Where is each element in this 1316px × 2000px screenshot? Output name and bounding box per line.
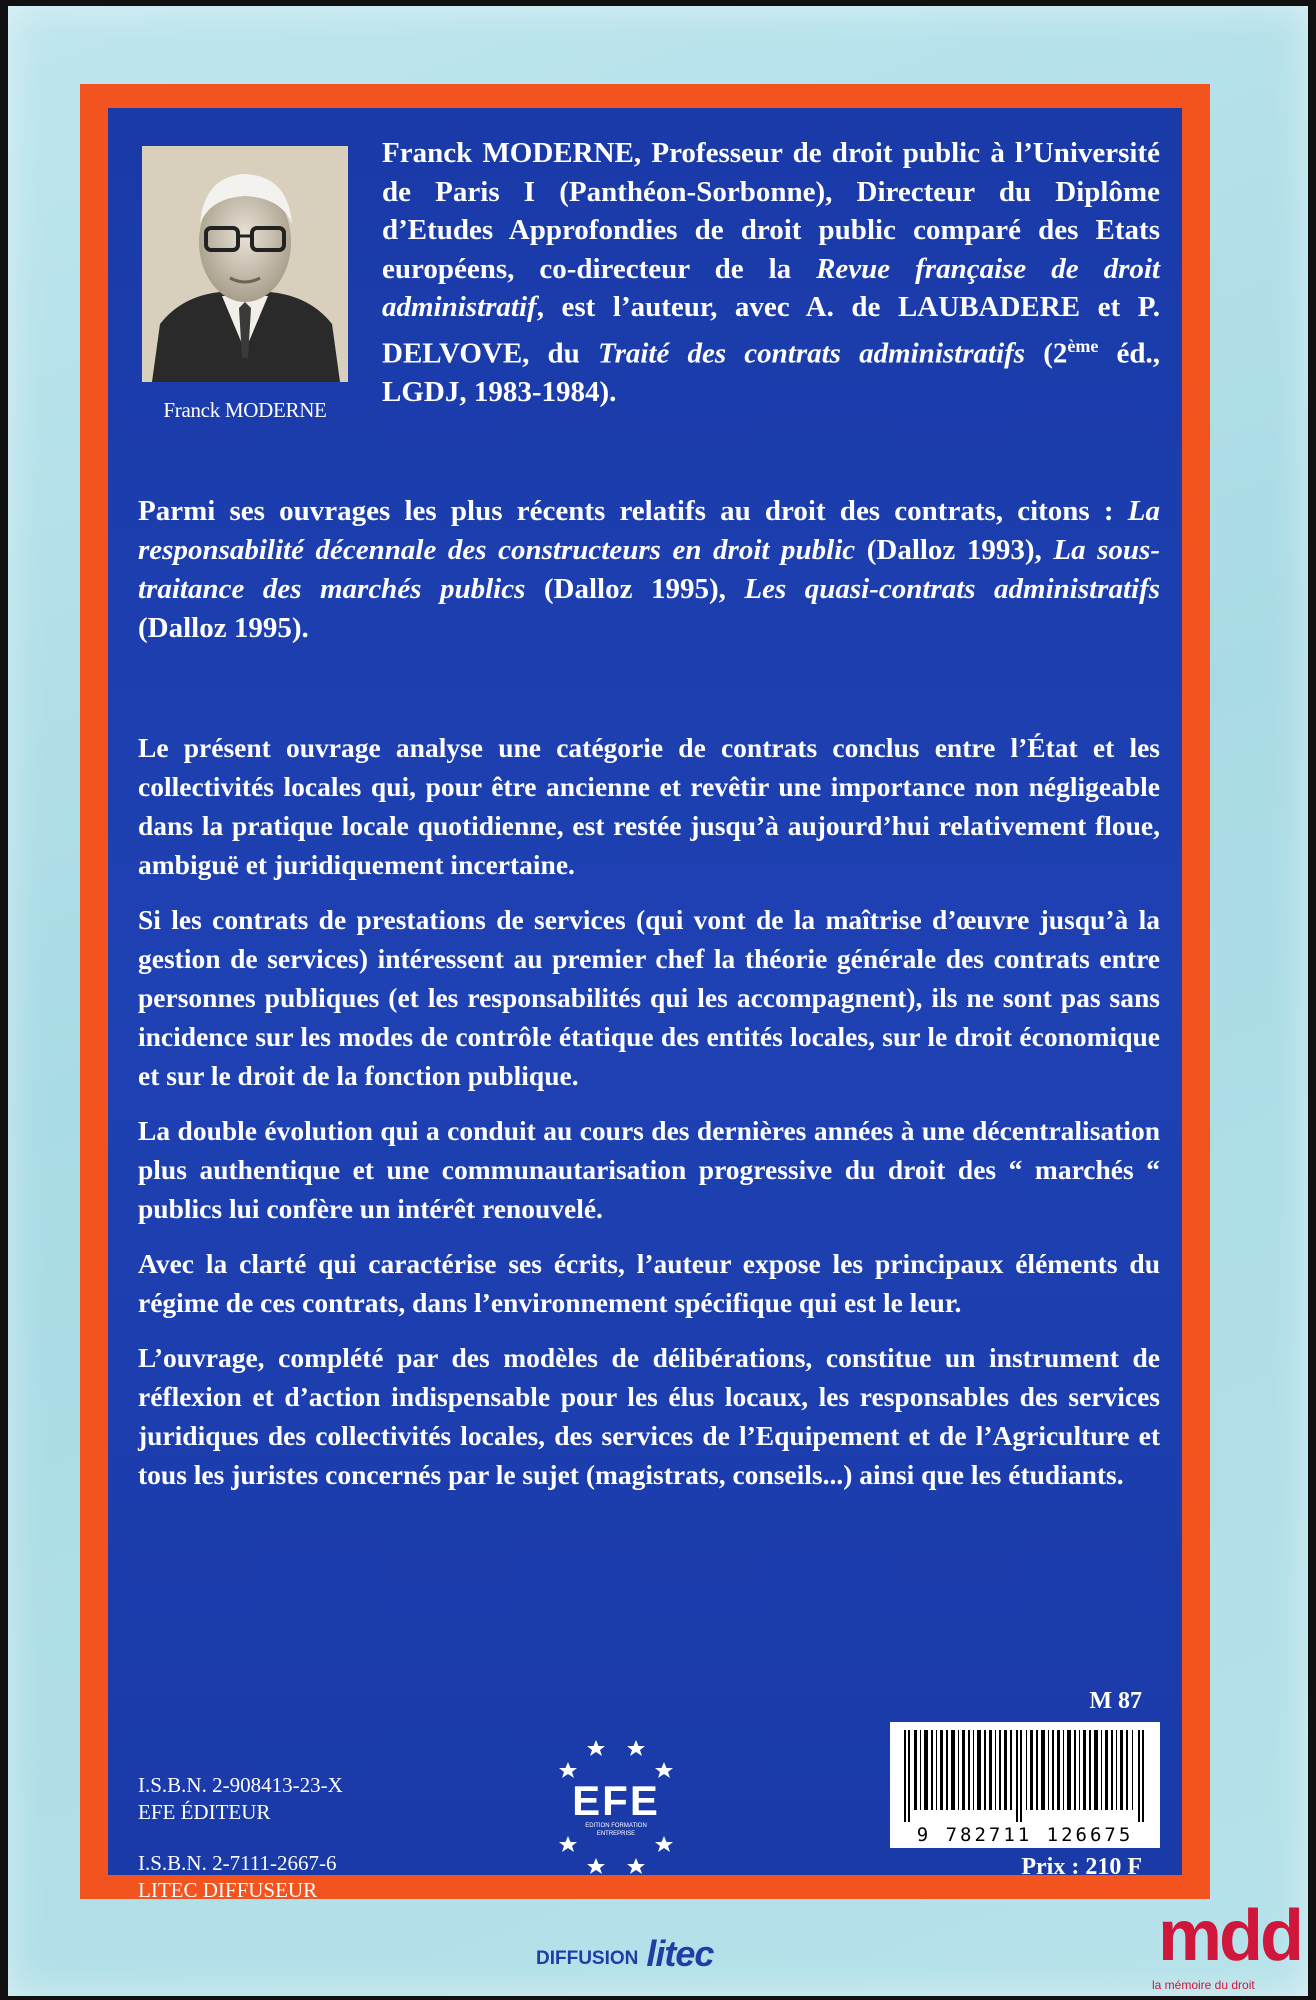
isbn-litec: [138, 1850, 337, 1904]
book-back-cover: [8, 6, 1308, 1996]
watermark-mark: mdd: [1158, 1896, 1301, 1976]
price: Prix : 210 F: [1021, 1854, 1142, 1880]
description-paragraph: Le présent ouvrage analyse une catégorie de contrats conclus entre l’État et les collectivités locales qui, pour être ancienne et revêtir une importance non négligeable dans la pratique locale quotidienne, est restée jusqu’à aujourd’hui relativement floue, ambiguë et juridiquement incertaine.: [138, 732, 1160, 880]
blue-panel: [108, 108, 1182, 1902]
recent-text: Parmi ses ouvrages les plus récents relatifs au droit des contrats, citons :: [138, 495, 1128, 527]
bio-treaty-title: Traité des contrats administratifs: [597, 337, 1026, 370]
author-photo: [142, 146, 348, 382]
catalog-code: M 87: [1089, 1688, 1142, 1714]
bio-text: éd., LGDJ, 1983-1984).: [382, 337, 1160, 409]
watermark-tagline: la mémoire du droit: [1152, 1978, 1255, 1992]
description-paragraph: Si les contrats de prestations de services (qui vont de la maîtrise d’œuvre jusqu’à la gestion de services) intéressent au premier chef la théorie générale des contrats entre personnes publiques (et les responsabilités qui les accompagnent), ils ne sont pas sans incidence sur les modes de contrôle étatique des entités locales, sur le droit économique et sur le droit de la fonction publique.: [138, 904, 1160, 1091]
author-bio: [382, 134, 1160, 412]
barcode-digits: 9 782711 126675: [916, 1824, 1134, 1846]
description-paragraph: Avec la clarté qui caractérise ses écrits, l’auteur expose les principaux éléments du régime de ces contrats, dans l’environnement spécifique qui est le leur.: [138, 1248, 1160, 1318]
recent-work-title: La sous-traitance des marchés publics: [138, 534, 1161, 605]
litec-brand: litec: [646, 1933, 714, 1974]
recent-text: (Dalloz 1995).: [138, 612, 309, 644]
bio-journal-title: Revue française de droit administratif: [382, 252, 1160, 324]
orange-frame: [80, 84, 1210, 1902]
isbn-efe: [138, 1772, 343, 1826]
photo-caption: Franck MODERNE: [163, 398, 327, 422]
barcode: [890, 1722, 1160, 1848]
bio-superscript: ème: [1067, 335, 1099, 356]
publisher-name: EFE ÉDITEUR: [138, 1800, 271, 1824]
efe-logo-text: EFE: [572, 1777, 660, 1824]
bio-text: , est l’auteur, avec A. de LAUBADERE et P. DELVOVE, du: [382, 291, 1160, 370]
recent-text: (Dalloz 1993),: [855, 534, 1054, 566]
recent-work-title: Les quasi-contrats administratifs: [744, 573, 1161, 605]
barcode-bars-icon: [900, 1730, 1150, 1822]
efe-logo: [546, 1732, 686, 1882]
diffusion-label: DIFFUSION: [536, 1948, 639, 1969]
isbn-number: I.S.B.N. 2-908413-23-X: [138, 1773, 343, 1797]
publisher-name: LITEC DIFFUSEUR: [138, 1878, 318, 1902]
description-paragraph: La double évolution qui a conduit au cours des dernières années à une décentralisation plus authentique et une communautarisation progressive du droit des “ marchés “ publics lui confère un intérêt renouvelé.: [138, 1115, 1160, 1224]
watermark-logo: [1152, 1892, 1312, 1998]
bio-text: Franck MODERNE, Professeur de droit public à l’Université de Paris I (Panthéon-Sorbonne), Directeur du Diplôme d’Etudes Approfondies de droit public comparé des Etats européens, co-directeur de la: [382, 137, 1160, 285]
description-paragraph: L’ouvrage, complété par des modèles de délibérations, constitue un instrument de réflexion et d’action indispensable pour les élus locaux, les responsables des services juridiques des collectivités locales, des services de l’Equipement et de l’Agriculture et tous les juristes concernés par le sujet (magistrats, conseils...) ainsi que les étudiants.: [138, 1342, 1160, 1490]
recent-works: [138, 492, 1160, 648]
distributor-logo: [536, 1933, 714, 1974]
recent-text: (Dalloz 1995),: [525, 573, 745, 605]
book-description: [138, 728, 1160, 1510]
author-portrait-icon: [142, 146, 348, 382]
efe-logo-subtext: EDITION FORMATION ENTREPRISE: [585, 1823, 647, 1837]
bio-text: (2: [1025, 337, 1068, 370]
recent-work-title: La responsabilité décennale des constructeurs en droit public: [138, 495, 1160, 566]
isbn-number: I.S.B.N. 2-7111-2667-6: [138, 1851, 337, 1875]
